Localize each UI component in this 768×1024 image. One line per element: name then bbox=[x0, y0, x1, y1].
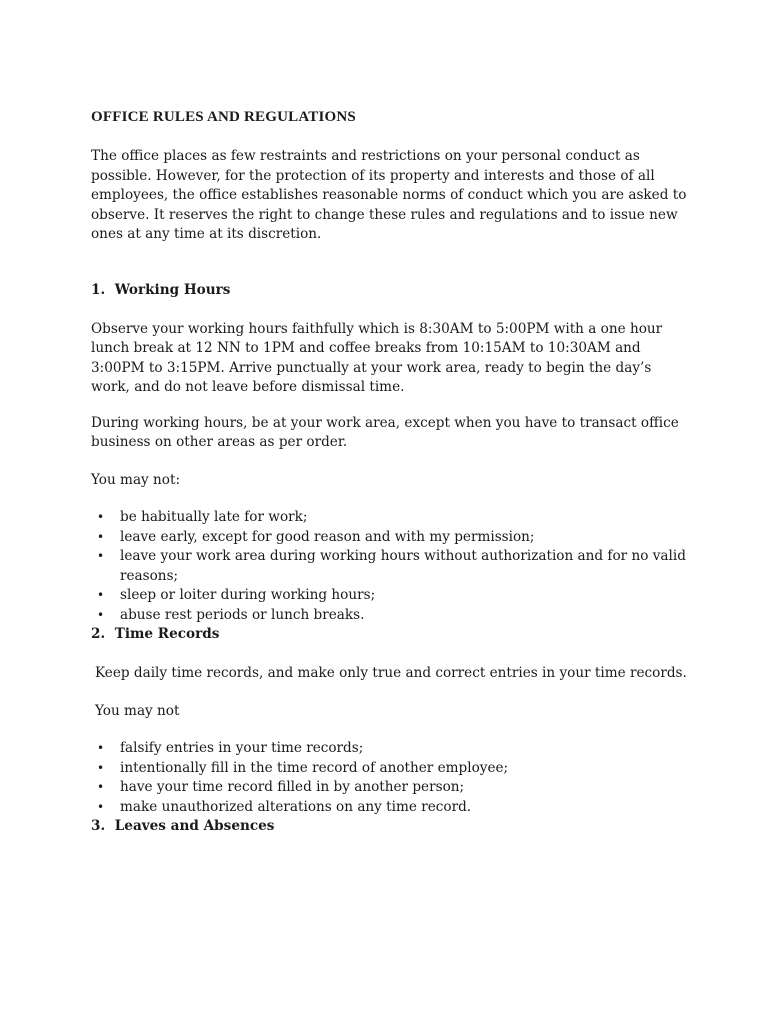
bullet-icon: • bbox=[97, 588, 105, 602]
intro-paragraph: The office places as few restraints and restrictions on your personal conduct as possible. However, for the protection of its property and interests and those of all employees, the office establishes reasonable norms of conduct which you are asked to observe. It reserves the right to change these rules and regulations and to issue new ones at any time at its discretion. bbox=[91, 148, 687, 242]
working-hours-paragraph: Observe your working hours faithfully which is 8:30AM to 5:00PM with a one hour lunch break at 12 NN to 1PM and coffee breaks from 10:15AM to 10:30AM and 3:00PM to 3:15PM. Arrive punctually at your work area, ready to begin the day’s work, and do not leave before dismissal time. bbox=[91, 320, 663, 395]
list-item: • leave your work area during working hours without authorization and for no valid reasons; bbox=[97, 548, 686, 584]
bullet-icon: • bbox=[97, 549, 105, 563]
work-area-paragraph: During working hours, be at your work area, except when you have to transact office business on other areas as per order. bbox=[91, 414, 679, 450]
document-title: OFFICE RULES AND REGULATIONS bbox=[91, 109, 356, 125]
you-may-not-label: You may not bbox=[95, 702, 180, 719]
bullet-icon: • bbox=[97, 780, 105, 794]
document-page bbox=[91, 108, 691, 856]
section-title: Working Hours bbox=[114, 281, 231, 298]
bullet-icon: • bbox=[97, 529, 105, 544]
list-item: • leave early, except for good reason and with my permission; bbox=[91, 528, 691, 548]
section-number: 2. bbox=[91, 626, 106, 642]
section-title: Leaves and Absences bbox=[114, 818, 275, 834]
section-title: Time Records bbox=[114, 626, 220, 642]
bullet-icon: • bbox=[97, 799, 105, 814]
section-heading-working-hours bbox=[91, 281, 691, 300]
section-number: 1. bbox=[91, 281, 106, 298]
list-item: • sleep or loiter during working hours; bbox=[91, 586, 691, 606]
list-item: • make unauthorized alterations on any time record. bbox=[91, 798, 691, 818]
bullet-icon: • bbox=[97, 741, 105, 755]
section-heading-time-records bbox=[91, 625, 691, 644]
you-may-not-label: You may not: bbox=[91, 471, 181, 488]
list-item: • have your time record filled in by another person; bbox=[91, 778, 691, 798]
time-records-paragraph: Keep daily time records, and make only true and correct entries in your time records. bbox=[95, 665, 687, 681]
list-item: • abuse rest periods or lunch breaks. bbox=[91, 606, 691, 626]
bullet-icon: • bbox=[97, 760, 105, 775]
list-item: • be habitually late for work; bbox=[91, 508, 691, 528]
time-records-prohibitions-list bbox=[91, 739, 691, 817]
section-heading-leaves-and-absences bbox=[91, 817, 691, 836]
bullet-icon: • bbox=[97, 607, 105, 622]
working-hours-prohibitions-list bbox=[91, 508, 691, 625]
bullet-icon: • bbox=[97, 510, 105, 524]
list-item: • falsify entries in your time records; bbox=[91, 739, 691, 759]
section-number: 3. bbox=[91, 818, 106, 834]
list-item: • intentionally fill in the time record of another employee; bbox=[91, 759, 691, 779]
